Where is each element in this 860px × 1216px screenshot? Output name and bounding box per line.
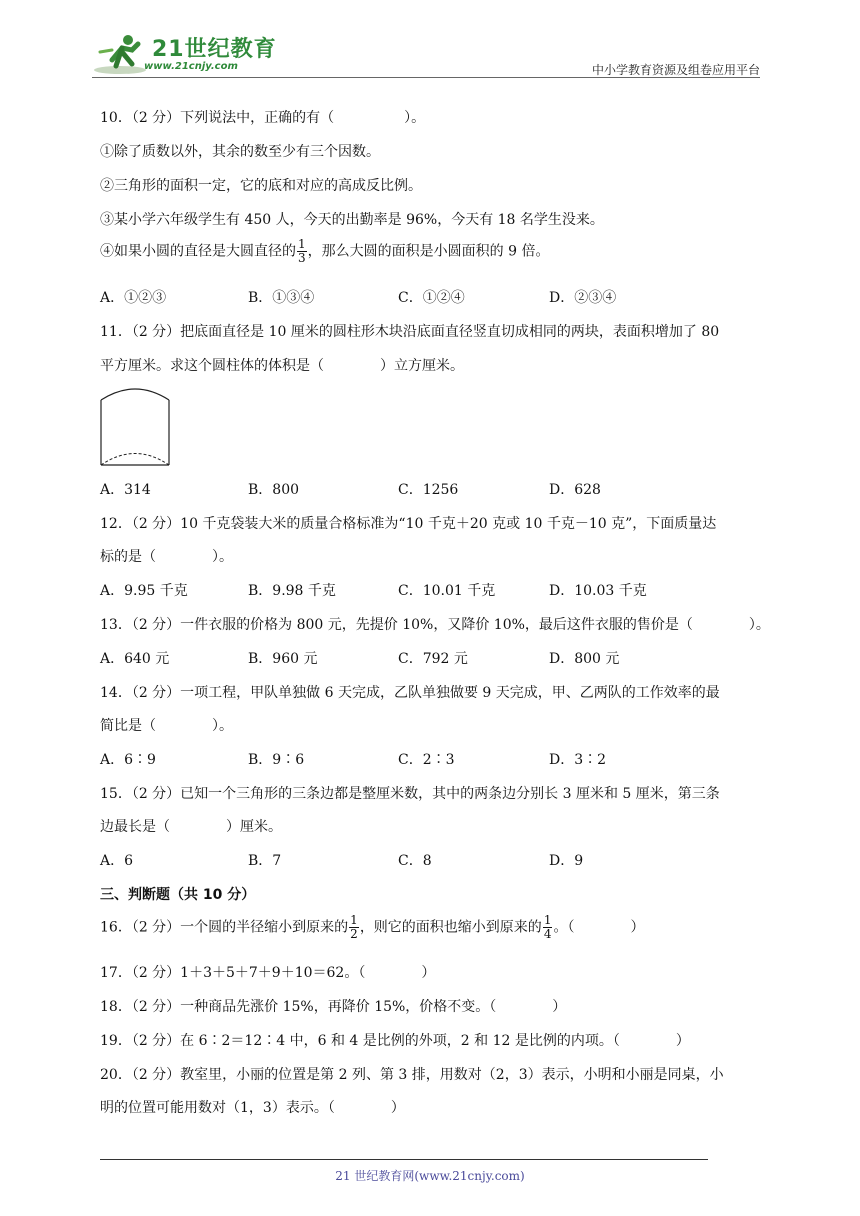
logo-url: www.21cnjy.com <box>144 61 238 72</box>
q14-line-2: 简比是（ ）。 <box>100 718 233 734</box>
q14-option-d: D．3∶2 <box>549 752 607 768</box>
q10-s4-after: ，那么大圆的面积是小圆面积的 9 倍。 <box>307 243 550 260</box>
q15-option-c: C．8 <box>398 853 432 869</box>
q10-option-b: B．①③④ <box>248 290 315 306</box>
header-platform-label: 中小学教育资源及组卷应用平台 <box>591 63 760 77</box>
section-3-heading: 三、判断题（共 10 分） <box>100 887 256 903</box>
q20-line-1: 20．（2 分）教室里，小丽的位置是第 2 列、第 3 排，用数对（2，3）表示，小明和小丽是同桌，小 <box>100 1067 724 1083</box>
q10-option-d: D．②③④ <box>549 290 617 306</box>
q10-stem: 10．（2 分）下列说法中，正确的有（ ）。 <box>100 110 426 126</box>
q12-option-b: B．9.98 千克 <box>248 583 336 599</box>
q12-line-2: 标的是（ ）。 <box>100 549 233 565</box>
q13-line-1: 13．（2 分）一件衣服的价格为 800 元，先提价 10%，又降价 10%，最后这件衣服的售价是（ ）。 <box>100 617 770 633</box>
q13-option-c: C．792 元 <box>398 651 468 667</box>
footer-divider <box>100 1159 708 1160</box>
q16-after: 。（ ） <box>553 919 645 936</box>
fraction-numerator: 1 <box>298 237 306 251</box>
q16-before: 16．（2 分）一个圆的半径缩小到原来的 <box>100 919 349 936</box>
q12-line-1: 12．（2 分）10 千克袋装大米的质量合格标准为“10 千克＋20 克或 10 千克－10 克”，下面质量达 <box>100 516 717 532</box>
fraction-numerator: 1 <box>350 913 358 927</box>
q10-statement-3: ③某小学六年级学生有 450 人，今天的出勤率是 96%，今天有 18 名学生没来。 <box>100 212 604 228</box>
q15-line-1: 15．（2 分）已知一个三角形的三条边都是整厘米数，其中的两条边分别长 3 厘米和 5 厘米，第三条 <box>100 786 720 802</box>
q15-line-2: 边最长是（ ）厘米。 <box>100 819 282 835</box>
q10-statement-2: ②三角形的面积一定，它的底和对应的高成反比例。 <box>100 178 422 194</box>
q13-option-a: A．640 元 <box>100 651 170 667</box>
q16-line <box>100 914 644 941</box>
q11-option-d: D．628 <box>549 482 601 498</box>
q18-line: 18．（2 分）一种商品先涨价 15%，再降价 15%，价格不变。（ ） <box>100 999 567 1015</box>
q12-option-d: D．10.03 千克 <box>549 583 647 599</box>
q20-line-2: 明的位置可能用数对（1，3）表示。（ ） <box>100 1100 405 1116</box>
q15-option-b: B．7 <box>248 853 282 869</box>
q12-option-a: A．9.95 千克 <box>100 583 188 599</box>
q14-option-a: A．6∶9 <box>100 752 156 768</box>
q11-option-b: B．800 <box>248 482 300 498</box>
half-cylinder-figure <box>100 380 170 470</box>
q15-option-a: A．6 <box>100 853 134 869</box>
q11-option-c: C．1256 <box>398 482 459 498</box>
page-header <box>92 30 760 80</box>
fraction-one-quarter <box>543 914 553 941</box>
fraction-numerator: 1 <box>543 913 552 927</box>
q11-line-2: 平方厘米。求这个圆柱体的体积是（ ）立方厘米。 <box>100 358 464 374</box>
q13-option-d: D．800 元 <box>549 651 620 667</box>
fraction-one-third <box>297 238 307 265</box>
q10-statement-4 <box>100 238 549 265</box>
q10-option-c: C．①②④ <box>398 290 465 306</box>
q12-option-c: C．10.01 千克 <box>398 583 496 599</box>
q10-statement-1: ①除了质数以外，其余的数至少有三个因数。 <box>100 144 380 160</box>
q14-option-c: C．2∶3 <box>398 752 455 768</box>
q17-line: 17．（2 分）1＋3＋5＋7＋9＋10＝62。（ ） <box>100 965 436 981</box>
q14-line-1: 14．（2 分）一项工程，甲队单独做 6 天完成，乙队单独做要 9 天完成，甲、乙两队的工作效率的最 <box>100 685 720 701</box>
q10-option-a: A．①②③ <box>100 290 167 306</box>
logo-text: 21世纪教育 <box>152 37 277 62</box>
q11-option-a: A．314 <box>100 482 151 498</box>
fraction-denominator: 3 <box>298 251 306 265</box>
q13-option-b: B．960 元 <box>248 651 318 667</box>
q10-s4-before: ④如果小圆的直径是大圆直径的 <box>100 243 296 260</box>
fraction-denominator: 4 <box>543 927 552 941</box>
footer-source: 21 世纪教育网(www.21cnjy.com) <box>335 1169 525 1183</box>
q14-option-b: B．9∶6 <box>248 752 305 768</box>
fraction-denominator: 2 <box>350 927 358 941</box>
header-divider <box>92 77 760 78</box>
fraction-one-half <box>349 914 359 941</box>
q16-middle: ，则它的面积也缩小到原来的 <box>359 919 542 936</box>
q19-line: 19．（2 分）在 6∶2＝12∶4 中，6 和 4 是比例的外项，2 和 12 是比例的内项。（ ） <box>100 1033 690 1049</box>
q11-line-1: 11．（2 分）把底面直径是 10 厘米的圆柱形木块沿底面直径竖直切成相同的两块，表面积增加了 80 <box>100 324 720 340</box>
q15-option-d: D．9 <box>549 853 584 869</box>
